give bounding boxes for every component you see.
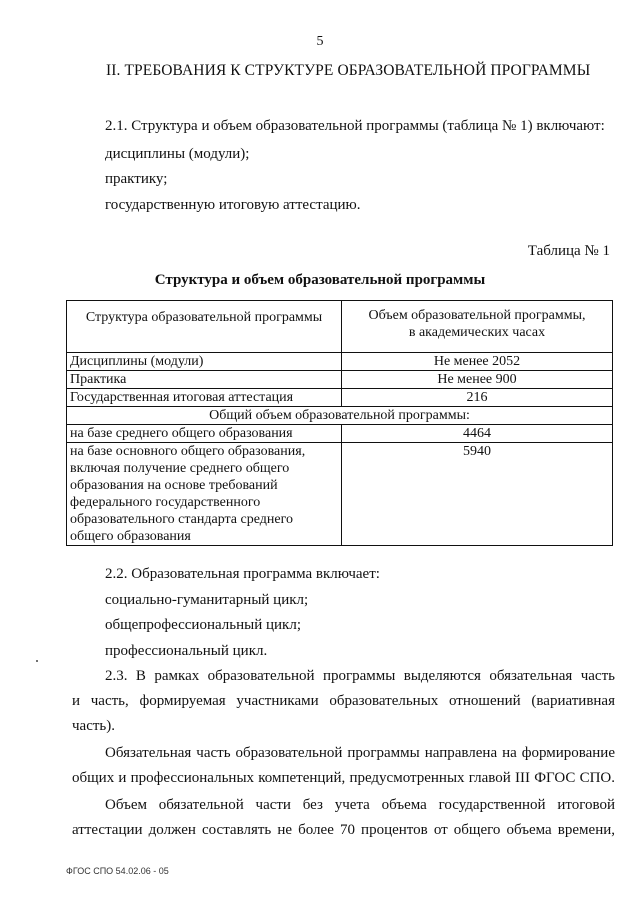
row-label: Дисциплины (модули) [67, 353, 342, 371]
page-number: 5 [316, 34, 324, 49]
section22-item: профессиональный цикл. [105, 643, 268, 659]
row-label: Государственная итоговая аттестация [67, 389, 342, 407]
header-structure-label: Структура образовательной программы [85, 310, 323, 325]
table-header-row [67, 301, 613, 353]
table-title: Структура и объем образовательной программы [154, 272, 486, 288]
table-subheader-row [67, 407, 613, 425]
volume-line: Объем обязательной части без учета объема государственной итоговой [105, 797, 615, 813]
row-label-line: общего образования [70, 529, 191, 544]
row-label-multiline [67, 443, 342, 546]
section22-item: общепрофессиональный цикл; [105, 617, 301, 633]
section23-line: 2.3. В рамках образовательной программы выделяются обязательная часть [105, 668, 615, 684]
section22-item: социально-гуманитарный цикл; [105, 592, 309, 608]
row-label-line: на базе основного общего образования, [70, 444, 306, 459]
intro-paragraph: 2.1. Структура и объем образовательной программы (таблица № 1) включают: [105, 118, 605, 134]
row-label-line: образовательного стандарта среднего [70, 512, 293, 527]
row-label-line: включая получение среднего общего [70, 461, 290, 476]
footer-document-code: ФГОС СПО 54.02.06 - 05 [66, 866, 169, 876]
total-volume-label: Общий объем образовательной программы: [67, 407, 613, 425]
scan-speck [36, 660, 38, 662]
intro-item: дисциплины (модули); [105, 146, 250, 162]
header-volume-line: Объем образовательной программы, [368, 308, 586, 323]
table-row [67, 389, 613, 407]
row-label: на базе среднего общего образования [67, 425, 342, 443]
header-cell-volume [342, 301, 613, 353]
table-row [67, 371, 613, 389]
header-volume-line: в академических часах [408, 325, 546, 340]
table-row [67, 353, 613, 371]
row-value: Не менее 2052 [342, 353, 613, 371]
section-heading: II. ТРЕБОВАНИЯ К СТРУКТУРЕ ОБРАЗОВАТЕЛЬНОЙ ПРОГРАММЫ [106, 62, 591, 79]
row-value: 216 [342, 389, 613, 407]
row-value: 4464 [342, 425, 613, 443]
table-caption: Таблица № 1 [527, 243, 610, 259]
structure-table [66, 300, 613, 546]
section23-line: и часть, формируемая участниками образовательных отношений (вариативная [72, 693, 615, 709]
mandatory-part-line: общих и профессиональных компетенций, предусмотренных главой III ФГОС СПО. [72, 770, 615, 786]
section22-paragraph: 2.2. Образовательная программа включает: [105, 566, 380, 582]
row-value: 5940 [342, 443, 613, 546]
row-label-line: федерального государственного [70, 495, 261, 510]
row-label-line: образования на основе требований [70, 478, 278, 493]
table-row [67, 443, 613, 546]
mandatory-part-line: Обязательная часть образовательной программы направлена на формирование [105, 745, 615, 761]
section23-line: часть). [72, 718, 116, 734]
header-cell-structure [67, 301, 342, 353]
row-value: Не менее 900 [342, 371, 613, 389]
volume-line: аттестации должен составлять не более 70 процентов от общего объема времени, [72, 822, 615, 838]
intro-item: практику; [105, 171, 168, 187]
table-row [67, 425, 613, 443]
row-label: Практика [67, 371, 342, 389]
intro-item: государственную итоговую аттестацию. [105, 197, 361, 213]
